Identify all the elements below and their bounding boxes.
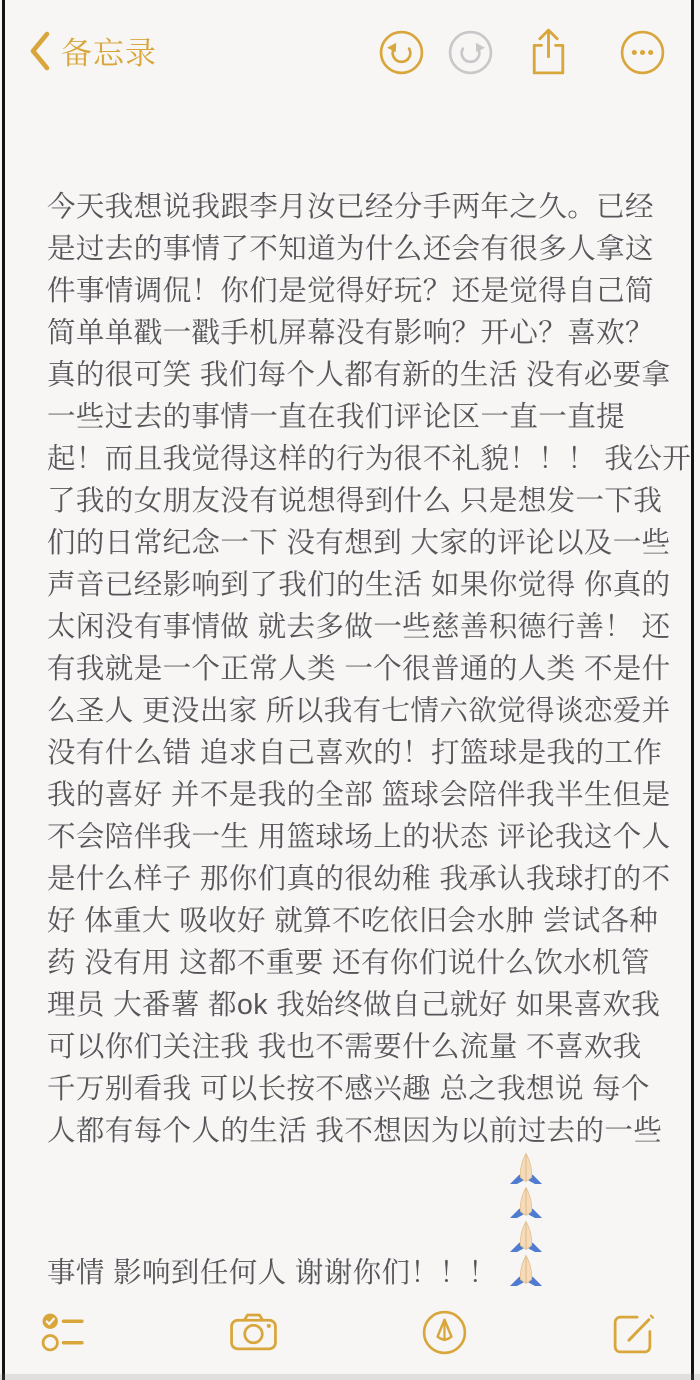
back-button[interactable] (28, 28, 157, 73)
checklist-button[interactable] (40, 1311, 87, 1354)
note-line: 不会陪伴我一生 用篮球场上的状态 评论我这个人 (47, 821, 671, 853)
photo-edge-bottom (0, 1374, 700, 1380)
folded-hands-emoji (509, 1254, 543, 1288)
note-line: 人都有每个人的生活 我不想因为以前过去的一些 (47, 1115, 663, 1147)
folded-hands-emoji (509, 1220, 543, 1254)
camera-button[interactable] (228, 1311, 279, 1354)
note-line-last: 事情 影响到任何人 谢谢你们！！！ (47, 1152, 664, 1294)
share-button[interactable] (526, 26, 571, 79)
nav-bar (6, 0, 690, 112)
note-line: 药 没有用 这都不重要 还有你们说什么饮水机管 (47, 947, 650, 979)
note-line: 可以你们关注我 我也不需要什么流量 不喜欢我 (47, 1031, 642, 1063)
more-button[interactable] (619, 29, 666, 76)
markup-icon (421, 1309, 468, 1356)
share-icon (526, 26, 571, 79)
checklist-icon (40, 1311, 87, 1354)
note-line: 件事情调侃！你们是觉得好玩？还是觉得自己简 (47, 275, 654, 307)
nav-actions (378, 26, 666, 79)
markup-button[interactable] (421, 1309, 468, 1356)
note-body[interactable] (47, 186, 692, 1294)
note-line: 么圣人 更没出家 所以我有七情六欲觉得谈恋爱并 (47, 695, 671, 727)
note-line: 有我就是一个正常人类 一个很普通的人类 不是什 (47, 653, 671, 685)
note-line: 声音已经影响到了我们的生活 如果你觉得 你真的 (47, 569, 671, 601)
compose-button[interactable] (609, 1309, 656, 1356)
note-line: 们的日常纪念一下 没有想到 大家的评论以及一些 (47, 527, 671, 559)
note-line: 简单单戳一戳手机屏幕没有影响？开心？喜欢？ (47, 317, 654, 349)
note-line: 没有什么错 追求自己喜欢的！打篮球是我的工作 (47, 737, 663, 769)
undo-button[interactable] (378, 29, 425, 76)
note-line: 我的喜好 并不是我的全部 篮球会陪伴我半生但是 (47, 779, 671, 811)
photo-edge-right (691, 0, 694, 1380)
folded-hands-emoji-group (509, 1152, 548, 1288)
photo-edge-left (2, 0, 5, 1380)
folded-hands-emoji (509, 1152, 543, 1186)
undo-icon (378, 29, 425, 76)
note-line: 真的很可笑 我们每个人都有新的生活 没有必要拿 (47, 359, 671, 391)
back-button-label: 备忘录 (61, 36, 157, 71)
note-line: 千万别看我 可以长按不感兴趣 总之我想说 每个 (47, 1073, 650, 1105)
camera-icon (228, 1311, 279, 1354)
note-line: 一些过去的事情一直在我们评论区一直一直提 (47, 401, 626, 433)
note-line: 太闲没有事情做 就去多做一些慈善积德行善！ 还 (47, 611, 671, 643)
chevron-left-icon (28, 29, 51, 73)
compose-icon (609, 1309, 656, 1356)
bottom-toolbar (6, 1300, 690, 1364)
note-line: 是什么样子 那你们真的很幼稚 我承认我球打的不 (47, 863, 671, 895)
note-line: 是过去的事情了不知道为什么还会有很多人拿这 (47, 233, 654, 265)
note-line: 了我的女朋友没有说想得到什么 只是想发一下我 (47, 485, 663, 517)
note-line: 理员 大番薯 都ok 我始终做自己就好 如果喜欢我 (47, 989, 661, 1021)
ellipsis-icon (619, 29, 666, 76)
redo-icon (447, 29, 494, 76)
folded-hands-emoji (509, 1186, 543, 1220)
note-line: 好 体重大 吸收好 就算不吃依旧会水肿 尝试各种 (47, 905, 659, 937)
note-line: 今天我想说我跟李月汝已经分手两年之久。已经 (47, 191, 654, 223)
note-line: 起！而且我觉得这样的行为很不礼貌！！！ 我公开 (47, 443, 692, 475)
redo-button (447, 29, 494, 76)
